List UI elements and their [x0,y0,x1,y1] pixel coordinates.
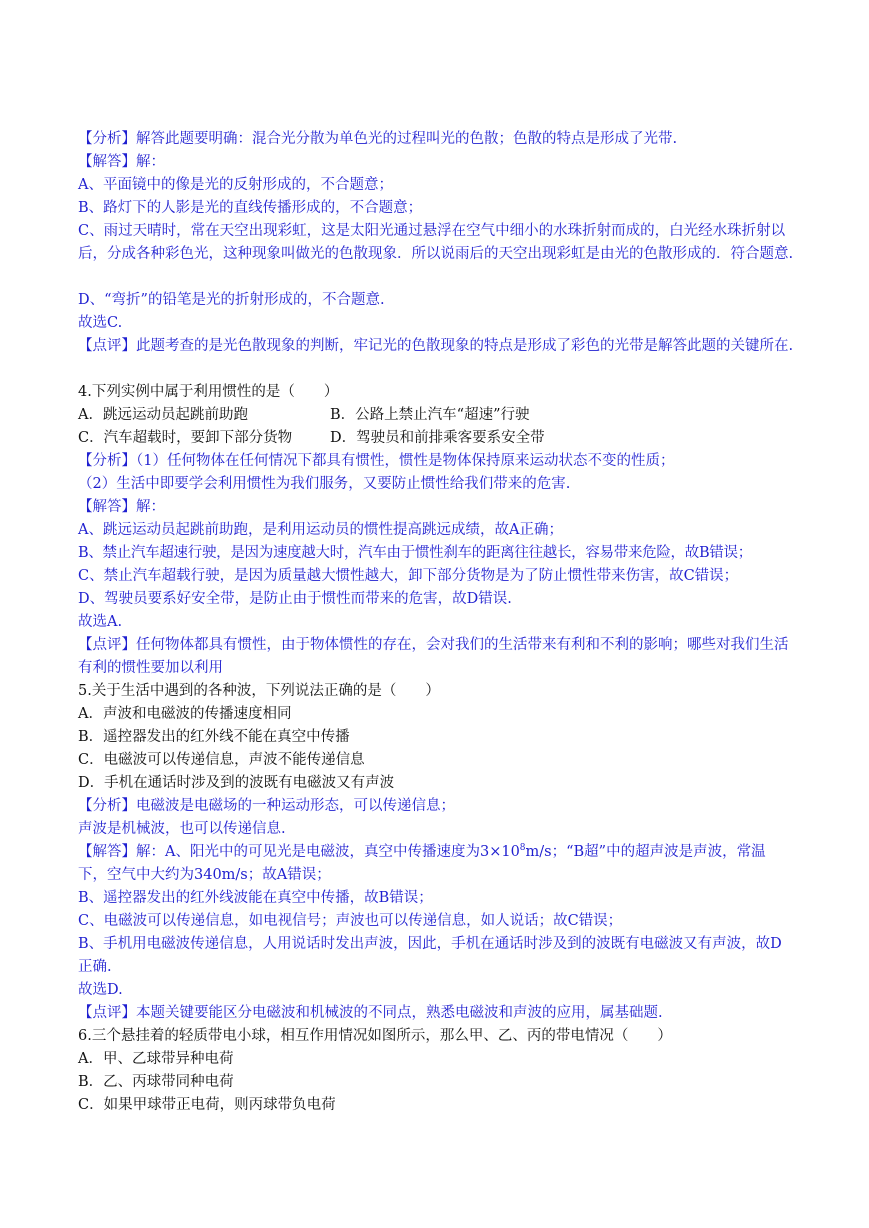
document-body [78,128,794,1117]
q5-comment: 【点评】本题关键要能区分电磁波和机械波的不同点，熟悉电磁波和声波的应用，属基础题. [78,1005,663,1021]
q4-answer-a: A、跳远运动员起跳前助跑，是利用运动员的惯性提高跳远成绩，故A正确； [78,522,563,538]
q5-answer-a-post: m/s；“B超”中的超声波是声波，常温下，空气中大约为340m/s；故A错误； [78,844,766,883]
q5-answer-a-pre: 【解答】解：A、阳光中的可见光是电磁波，真空中传播速度为3×10 [78,844,520,860]
q5-option-c: C．电磁波可以传递信息，声波不能传递信息 [78,752,365,768]
q6-option-c: C．如果甲球带正电荷，则丙球带负电荷 [78,1097,336,1113]
q4-answer-d: D、驾驶员要系好安全带，是防止由于惯性而带来的危害，故D错误. [78,591,512,607]
q3-answer-d: D、“弯折”的铅笔是光的折射形成的，不合题意. [78,292,385,308]
q5-answer-c: C、电磁波可以传递信息，如电视信号；声波也可以传递信息，如人说话；故C错误； [78,913,623,929]
q4-answer-heading: 【解答】解： [78,499,165,515]
q4-option-d: D．驾驶员和前排乘客要系安全带 [330,430,545,446]
q4-option-a: A．跳远运动员起跳前助跑 [78,407,248,423]
q5-choice: 故选D. [78,982,123,998]
q4-option-c: C．汽车超载时，要卸下部分货物 [78,430,293,446]
q6-option-b: B．乙、丙球带同种电荷 [78,1074,234,1090]
q3-choice: 故选C. [78,315,123,331]
q5-analysis-2: 声波是机械波，也可以传递信息. [78,821,286,837]
q5-option-d: D．手机在通话时涉及到的波既有电磁波又有声波 [78,775,395,791]
q6-option-a: A．甲、乙球带异种电荷 [78,1051,234,1067]
q6-stem: 6.三个悬挂着的轻质带电小球，相互作用情况如图所示，那么甲、乙、丙的带电情况（ ） [78,1028,672,1044]
q4-comment: 【点评】任何物体都具有惯性，由于物体惯性的存在，会对我们的生活带来有利和不利的影响；哪些对我们生活有利的惯性要加以利用 [78,637,789,676]
q3-answer-a: A、平面镜中的像是光的反射形成的，不合题意； [78,177,393,193]
q5-answer-a [78,841,794,887]
q3-answer-c: C、雨过天晴时，常在天空出现彩虹，这是太阳光通过悬浮在空气中细小的水珠折射而成的，白光经水珠折射以后，分成各种彩色光，这种现象叫做光的色散现象．所以说雨后的天空出现彩虹是由光的色散形成的．符合题意. [78,223,794,262]
q5-option-a: A．声波和电磁波的传播速度相同 [78,706,292,722]
q5-analysis-1: 【分析】电磁波是电磁场的一种运动形态，可以传递信息； [78,798,455,814]
q4-analysis-1: 【分析】（1）任何物体在任何情况下都具有惯性，惯性是物体保持原来运动状态不变的性质； [78,453,675,469]
q3-comment: 【点评】此题考查的是光色散现象的判断，牢记光的色散现象的特点是形成了彩色的光带是解答此题的关键所在. [78,338,794,354]
q3-analysis: 【分析】解答此题要明确：混合光分散为单色光的过程叫光的色散；色散的特点是形成了光带. [78,131,678,147]
q5-answer-a-exponent: 8 [519,843,526,854]
q4-choice: 故选A. [78,614,123,630]
q3-answer-heading: 【解答】解： [78,154,165,170]
q4-stem: 4.下列实例中属于利用惯性的是（ ） [78,384,339,400]
q4-options-row-1 [78,404,794,427]
q5-answer-b: B、遥控器发出的红外线波能在真空中传播，故B错误； [78,890,433,906]
q4-answer-b: B、禁止汽车超速行驶，是因为速度越大时，汽车由于惯性刹车的距离往往越长，容易带来危险，故B错误； [78,545,752,561]
q4-analysis-2: （2）生活中即要学会利用惯性为我们服务，又要防止惯性给我们带来的危害. [78,476,571,492]
q4-answer-c: C、禁止汽车超载行驶，是因为质量越大惯性越大，卸下部分货物是为了防止惯性带来伤害，故C错误； [78,568,739,584]
q4-option-b: B．公路上禁止汽车“超速”行驶 [330,407,530,423]
q4-options-row-2 [78,427,794,450]
q3-answer-b: B、路灯下的人影是光的直线传播形成的，不合题意； [78,200,423,216]
q5-stem: 5.关于生活中遇到的各种波，下列说法正确的是（ ） [78,683,440,699]
q5-answer-d: B、手机用电磁波传递信息，人用说话时发出声波，因此，手机在通话时涉及到的波既有电磁波又有声波，故D正确. [78,936,782,975]
q5-option-b: B．遥控器发出的红外线不能在真空中传播 [78,729,350,745]
